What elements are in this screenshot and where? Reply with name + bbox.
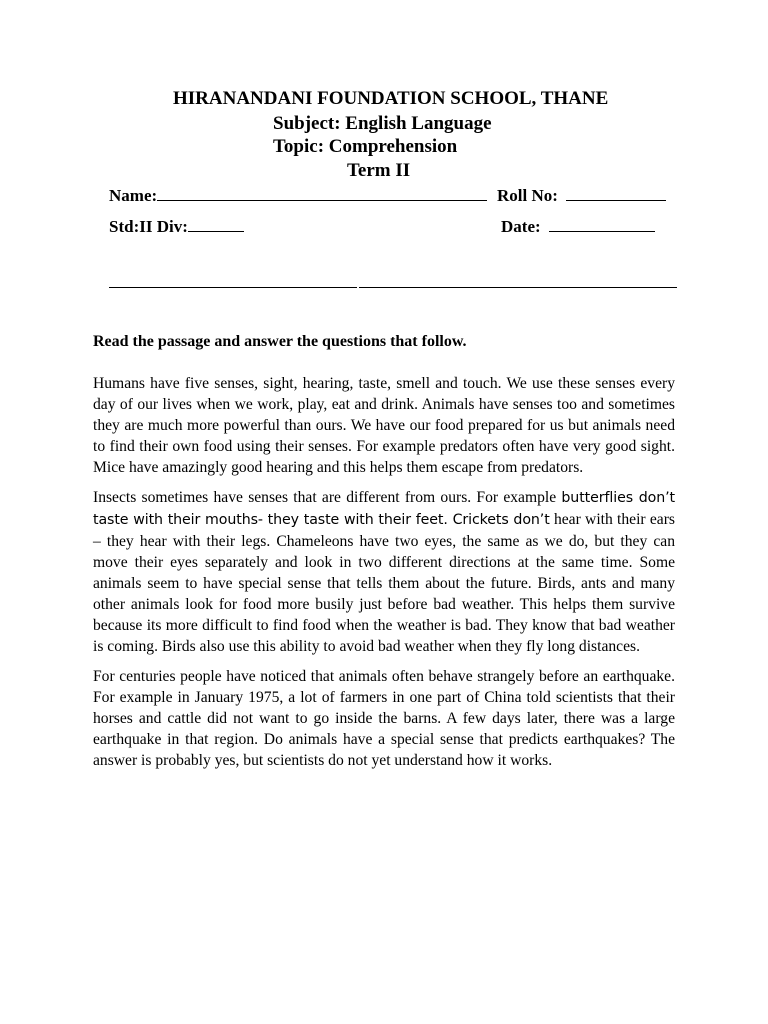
instruction: Read the passage and answer the questions that follow.: [93, 333, 467, 350]
name-blank[interactable]: [157, 185, 487, 201]
term-line: Term II: [347, 160, 411, 181]
date-field: [501, 216, 655, 237]
paragraph-1: Humans have five senses, sight, hearing, taste, smell and touch. We use these senses every day of our lives when we work, play, eat and drink. Animals have senses too and sometimes they are much more powerful than ours. We have our food prepared for us but animals need to find their own food using their senses. For example predators often have very good sight. Mice have amazingly good hearing and this helps them escape from predators.: [93, 375, 675, 476]
paragraph-2-highlight: butterflies don’t taste with their mouths- they taste with their feet. Crickets don’t: [93, 490, 676, 528]
passage: [93, 373, 675, 771]
name-label: Name:: [109, 186, 158, 205]
roll-field: [497, 185, 666, 206]
paragraph-2-start: Insects sometimes have senses that are different from ours. For example: [93, 489, 562, 506]
paragraph-3: For centuries people have noticed that animals often behave strangely before an earthquake. For example in January 1975, a lot of farmers in one part of China told scientists that their horses and cattle did not want to go inside the barns. A few days later, there was a large earthquake in that region. Do animals have a special sense that predicts earthquakes? The answer is probably yes, but scientists do not yet understand how it works.: [93, 668, 675, 769]
topic-line: Topic: Comprehension: [273, 136, 458, 157]
paragraph-2-rest: hear with their ears – they hear with their legs. Chameleons have two eyes, the same as we do, but they can move their eyes separately and look in two different directions at the same time. Some animals seem to have special sense that tells them about the future. Birds, ants and many other animals look for food more busily just before bad weather. This helps them survive because its more difficult to find food when the weather is bad. They know that bad weather is coming. Birds also use this ability to avoid bad weather when they fly long distances.: [93, 511, 675, 655]
date-label: Date:: [501, 217, 541, 236]
std-field: [109, 216, 244, 237]
date-blank[interactable]: [549, 216, 655, 232]
school-title: HIRANANDANI FOUNDATION SCHOOL, THANE: [173, 88, 609, 109]
divider-rule-right: [359, 287, 677, 288]
divider-rule-left: [109, 287, 357, 288]
div-blank[interactable]: [188, 216, 244, 232]
subject-line: Subject: English Language: [273, 113, 492, 134]
name-field: [109, 185, 487, 206]
std-label: Std:II Div:: [109, 217, 188, 236]
paragraph-2: [93, 487, 675, 657]
roll-label: Roll No:: [497, 186, 558, 205]
roll-blank[interactable]: [566, 185, 666, 201]
